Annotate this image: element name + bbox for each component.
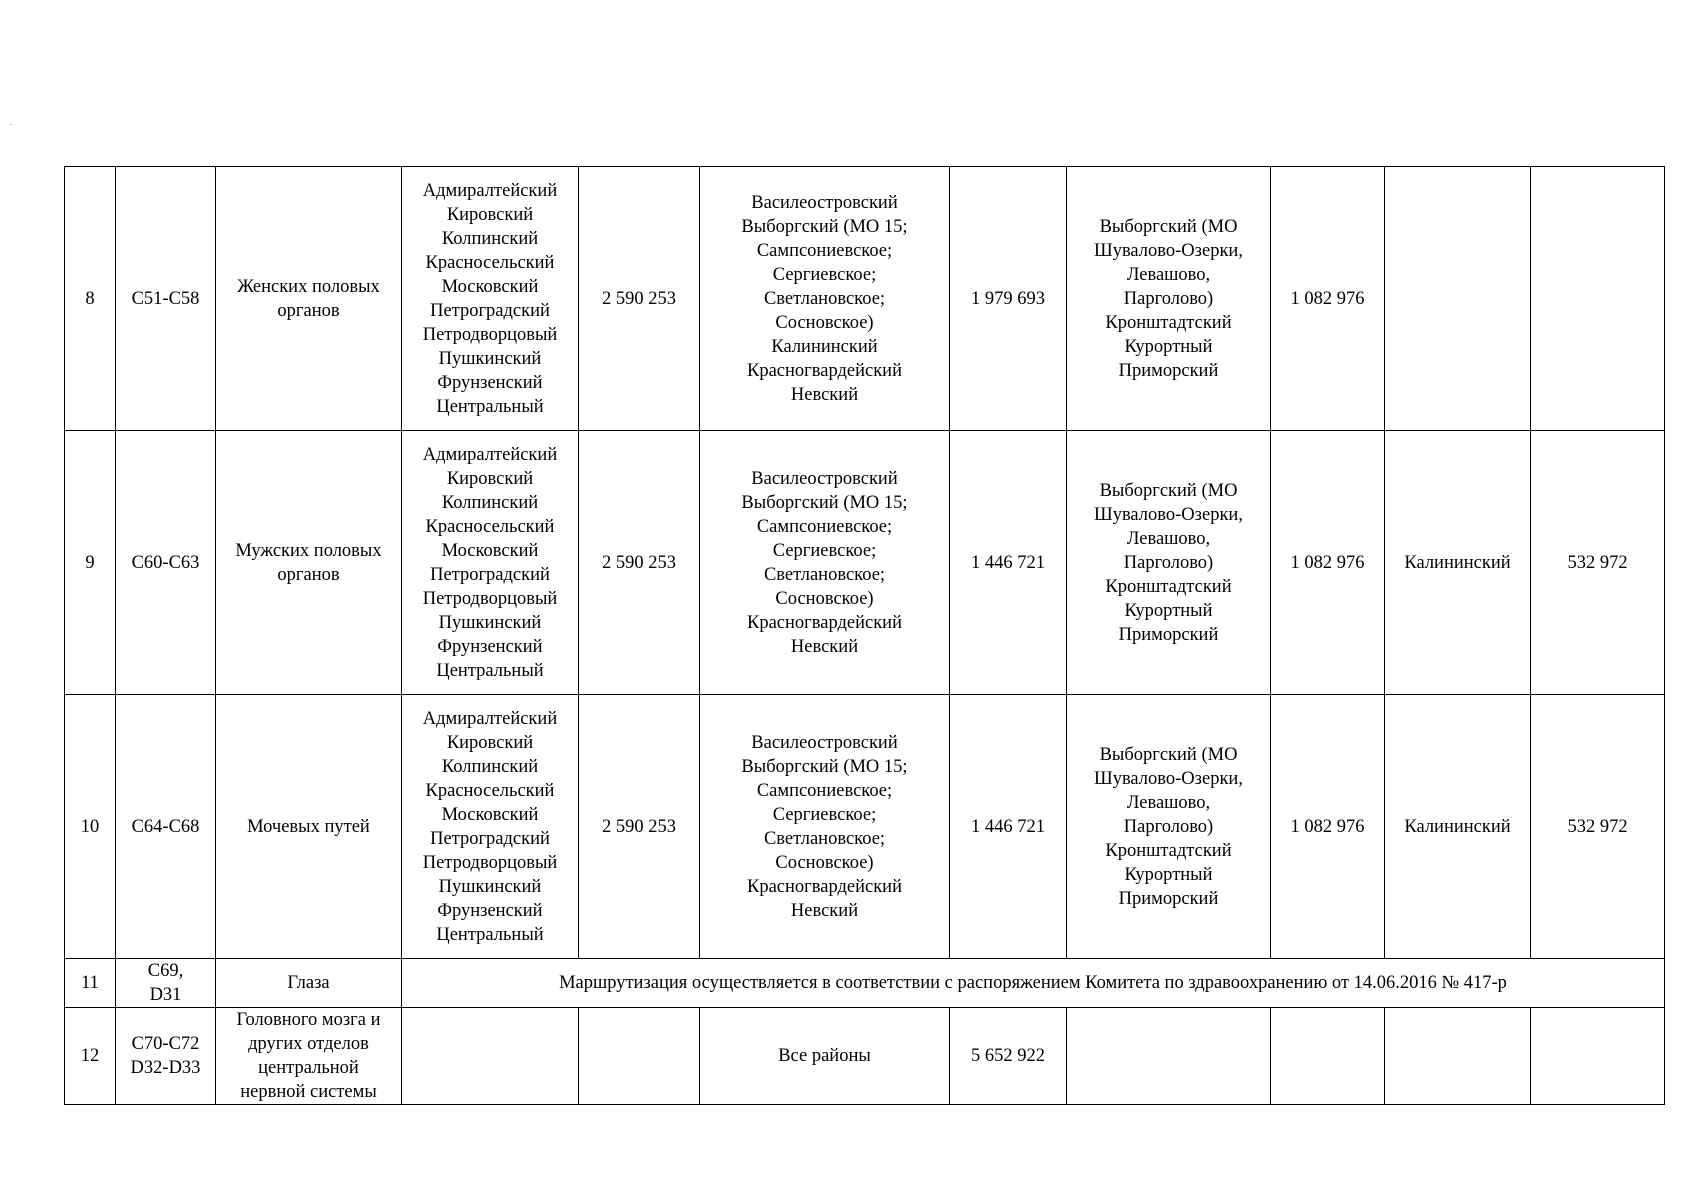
cell-line: D31 bbox=[149, 985, 182, 1005]
population-4: 532 972 bbox=[1531, 695, 1665, 959]
cell-line: Левашово, bbox=[1126, 792, 1211, 813]
district-list-1 bbox=[402, 431, 579, 695]
cell-line: Центральный bbox=[436, 660, 544, 681]
population-1: 2 590 253 bbox=[579, 695, 700, 959]
icd-codes bbox=[116, 1008, 216, 1105]
population-2: 1 446 721 bbox=[950, 695, 1067, 959]
cell-line: Василеостровский bbox=[751, 468, 898, 489]
icd-codes bbox=[116, 431, 216, 695]
cell-line: Курортный bbox=[1124, 864, 1213, 885]
cell-line: Московский bbox=[441, 804, 539, 825]
cell-line: Центральный bbox=[436, 924, 544, 945]
cell-line: Светлановское; bbox=[763, 828, 886, 849]
cell-line: Красносельский bbox=[425, 780, 555, 801]
cell-line: Сампсониевское; bbox=[756, 240, 893, 261]
icd-codes bbox=[116, 695, 216, 959]
cell-line: Петродворцовый bbox=[422, 588, 558, 609]
cell-line: Невский bbox=[790, 900, 859, 921]
cell-line: Петроградский bbox=[430, 564, 550, 585]
empty-cell bbox=[1531, 1008, 1665, 1105]
cell-line: Кировский bbox=[446, 732, 534, 753]
cell-line: Кронштадтский bbox=[1105, 576, 1232, 597]
table-row bbox=[65, 695, 1665, 959]
cell-line: Колпинский bbox=[441, 228, 539, 249]
district-list-2 bbox=[700, 431, 950, 695]
row-number: 10 bbox=[65, 695, 116, 959]
cell-line: Левашово, bbox=[1126, 264, 1211, 285]
district-list-1 bbox=[402, 695, 579, 959]
table-row bbox=[65, 1008, 1665, 1105]
cell-line: Пушкинский bbox=[438, 876, 542, 897]
cell-line: Сергиевское; bbox=[772, 264, 877, 285]
cell-line: Сампсониевское; bbox=[756, 780, 893, 801]
table-row bbox=[65, 431, 1665, 695]
icd-codes bbox=[116, 959, 216, 1008]
cell-line: Сосновское) bbox=[775, 312, 874, 333]
cell-line: Выборгский (МО 15; bbox=[741, 216, 908, 237]
cell-line: Московский bbox=[441, 540, 539, 561]
icd-codes bbox=[116, 167, 216, 431]
district-list-4 bbox=[1385, 167, 1531, 431]
cell-line: Выборгский (МО 15; bbox=[741, 492, 908, 513]
district-list-4: Калининский bbox=[1385, 695, 1531, 959]
cell-line: Сосновское) bbox=[775, 588, 874, 609]
population-1: 2 590 253 bbox=[579, 167, 700, 431]
empty-cell bbox=[1067, 1008, 1271, 1105]
routing-table bbox=[64, 166, 1665, 1105]
empty-cell bbox=[579, 1008, 700, 1105]
table-row bbox=[65, 167, 1665, 431]
population-1: 2 590 253 bbox=[579, 431, 700, 695]
cell-line: Сосновское) bbox=[775, 852, 874, 873]
organ-name bbox=[216, 1008, 402, 1105]
cell-line: Адмиралтейский bbox=[422, 180, 558, 201]
cell-line: Калининский bbox=[771, 336, 878, 357]
cell-line: Сампсониевское; bbox=[756, 516, 893, 537]
district-list-2 bbox=[700, 167, 950, 431]
district-list-1 bbox=[402, 167, 579, 431]
cell-line: Приморский bbox=[1118, 624, 1219, 645]
cell-line: Курортный bbox=[1124, 336, 1213, 357]
empty-cell bbox=[1385, 1008, 1531, 1105]
cell-line: C60-C63 bbox=[131, 552, 200, 573]
cell-line: Колпинский bbox=[441, 492, 539, 513]
cell-line: Центральный bbox=[436, 396, 544, 417]
cell-line: Адмиралтейский bbox=[422, 708, 558, 729]
cell-line: Пушкинский bbox=[438, 348, 542, 369]
cell-line: C69, bbox=[147, 961, 184, 981]
cell-line: Невский bbox=[790, 384, 859, 405]
row-number: 9 bbox=[65, 431, 116, 695]
cell-line: Красносельский bbox=[425, 516, 555, 537]
cell-line: Фрунзенский bbox=[437, 900, 543, 921]
cell-line: Красногвардейский bbox=[747, 360, 902, 381]
row-number: 12 bbox=[65, 1008, 116, 1105]
organ-name: Женских половых органов bbox=[216, 167, 402, 431]
cell-line: C51-C58 bbox=[131, 288, 200, 309]
routing-note: Маршрутизация осуществляется в соответствии с распоряжением Комитета по здравоохранению от 14.06.2016 № 417-р bbox=[402, 959, 1665, 1008]
population-3: 1 082 976 bbox=[1271, 167, 1385, 431]
cell-line: Выборгский (МО bbox=[1099, 744, 1238, 765]
empty-cell bbox=[1271, 1008, 1385, 1105]
table-row bbox=[65, 959, 1665, 1008]
cell-line: Выборгский (МО bbox=[1099, 216, 1238, 237]
population-4: 532 972 bbox=[1531, 431, 1665, 695]
cell-line: Светлановское; bbox=[763, 288, 886, 309]
district-list-4: Калининский bbox=[1385, 431, 1531, 695]
cell-line: нервной системы bbox=[240, 1082, 377, 1102]
cell-line: Петродворцовый bbox=[422, 324, 558, 345]
district-list-3 bbox=[1067, 167, 1271, 431]
cell-line: C64-C68 bbox=[131, 816, 200, 837]
cell-line: Московский bbox=[441, 276, 539, 297]
cell-line: Фрунзенский bbox=[437, 372, 543, 393]
cell-line: Петроградский bbox=[430, 300, 550, 321]
empty-cell bbox=[402, 1008, 579, 1105]
cell-line: Невский bbox=[790, 636, 859, 657]
cell-line: Красносельский bbox=[425, 252, 555, 273]
cell-line: Колпинский bbox=[441, 756, 539, 777]
cell-line: центральной bbox=[258, 1058, 359, 1078]
cell-line: Фрунзенский bbox=[437, 636, 543, 657]
cell-line: Парголово) bbox=[1123, 288, 1214, 309]
cell-line: Приморский bbox=[1118, 360, 1219, 381]
cell-line: Кронштадтский bbox=[1105, 312, 1232, 333]
cell-line: Головного мозга и bbox=[236, 1010, 381, 1030]
cell-line: Шувалово-Озерки, bbox=[1094, 504, 1243, 525]
cell-line: Красногвардейский bbox=[747, 612, 902, 633]
cell-line: Петроградский bbox=[430, 828, 550, 849]
cell-line: Кировский bbox=[446, 468, 534, 489]
cell-line: Петродворцовый bbox=[422, 852, 558, 873]
cell-line: Кировский bbox=[446, 204, 534, 225]
population-3: 1 082 976 bbox=[1271, 695, 1385, 959]
cell-line: Выборгский (МО bbox=[1099, 480, 1238, 501]
cell-line: Василеостровский bbox=[751, 732, 898, 753]
cell-line: D32-D33 bbox=[130, 1058, 201, 1078]
cell-line: Парголово) bbox=[1123, 552, 1214, 573]
district-list-2 bbox=[700, 695, 950, 959]
row-number: 8 bbox=[65, 167, 116, 431]
population-2: 1 446 721 bbox=[950, 431, 1067, 695]
cell-line: Адмиралтейский bbox=[422, 444, 558, 465]
cell-line: других отделов bbox=[248, 1034, 369, 1054]
population-2: 1 979 693 bbox=[950, 167, 1067, 431]
cell-line: Курортный bbox=[1124, 600, 1213, 621]
population-2: 5 652 922 bbox=[950, 1008, 1067, 1105]
district-list-3 bbox=[1067, 431, 1271, 695]
cell-line: C70-C72 bbox=[131, 1034, 200, 1054]
cell-line: Парголово) bbox=[1123, 816, 1214, 837]
cell-line: Приморский bbox=[1118, 888, 1219, 909]
cell-line: Выборгский (МО 15; bbox=[741, 756, 908, 777]
population-3: 1 082 976 bbox=[1271, 431, 1385, 695]
district-list-2: Все районы bbox=[700, 1008, 950, 1105]
cell-line: Кронштадтский bbox=[1105, 840, 1232, 861]
cell-line: Шувалово-Озерки, bbox=[1094, 240, 1243, 261]
population-4 bbox=[1531, 167, 1665, 431]
cell-line: Василеостровский bbox=[751, 192, 898, 213]
organ-name: Глаза bbox=[216, 959, 402, 1008]
cell-line: Пушкинский bbox=[438, 612, 542, 633]
cell-line: Красногвардейский bbox=[747, 876, 902, 897]
cell-line: Сергиевское; bbox=[772, 540, 877, 561]
cell-line: Шувалово-Озерки, bbox=[1094, 768, 1243, 789]
organ-name: Мужских половых органов bbox=[216, 431, 402, 695]
organ-name: Мочевых путей bbox=[216, 695, 402, 959]
row-number: 11 bbox=[65, 959, 116, 1008]
district-list-3 bbox=[1067, 695, 1271, 959]
cell-line: Левашово, bbox=[1126, 528, 1211, 549]
cell-line: Сергиевское; bbox=[772, 804, 877, 825]
cell-line: Светлановское; bbox=[763, 564, 886, 585]
scan-speck bbox=[10, 124, 11, 125]
